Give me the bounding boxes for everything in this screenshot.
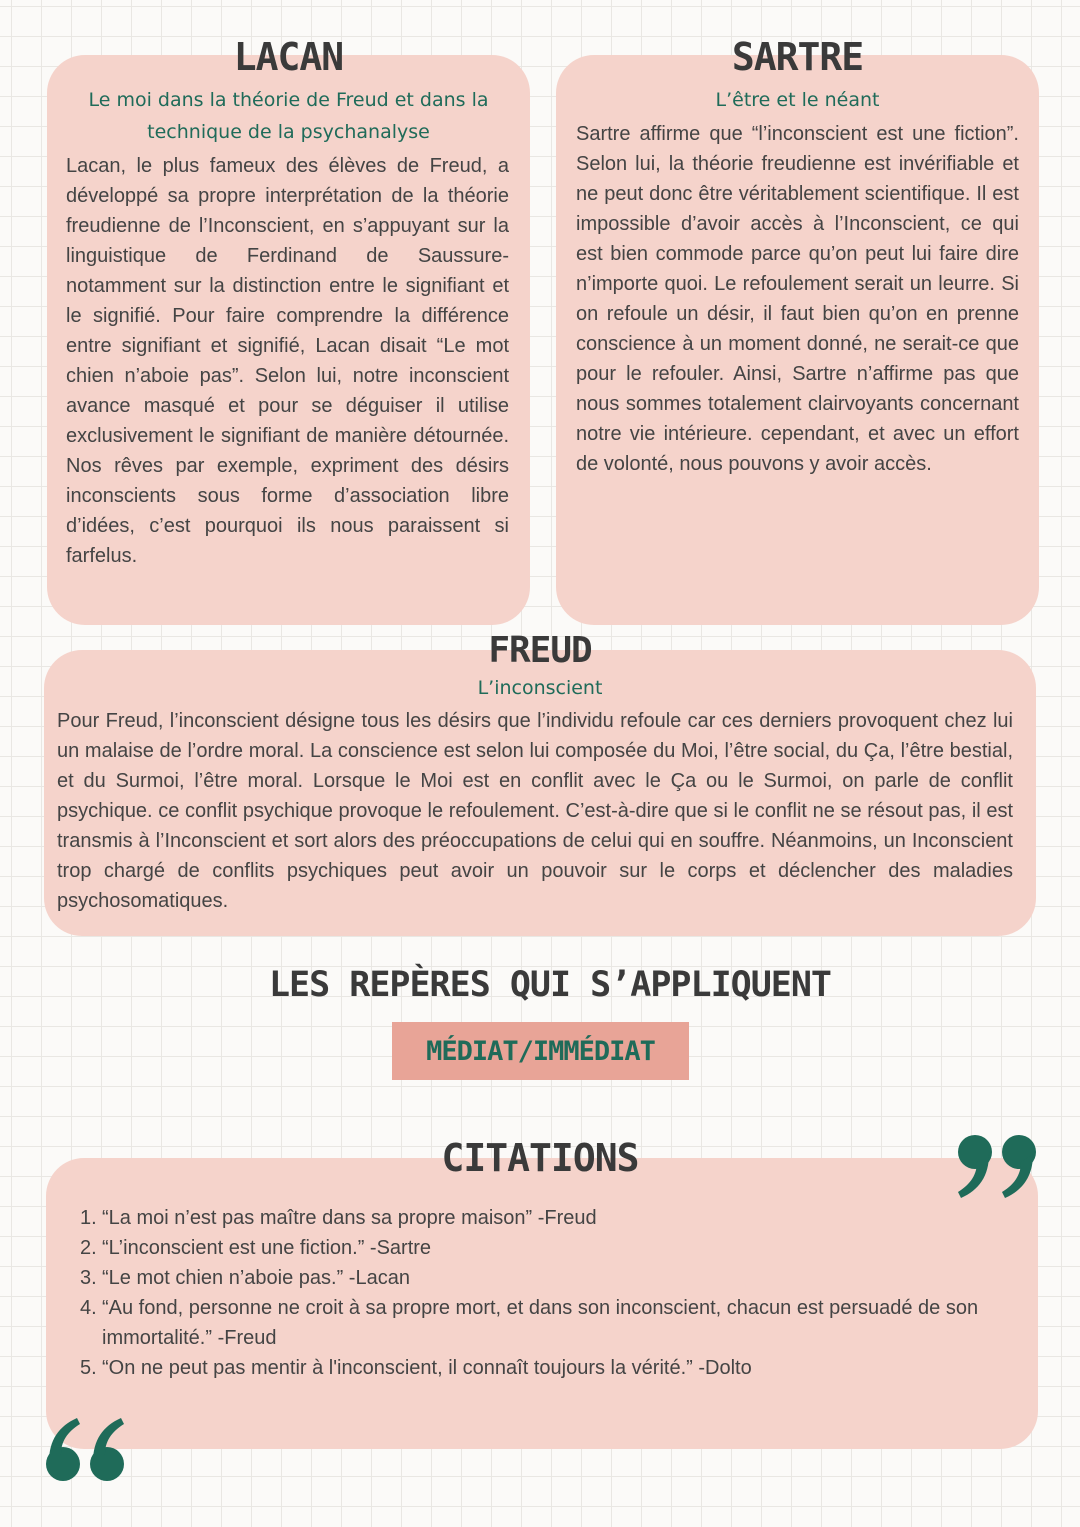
reperes-title: LES REPÈRES QUI S’APPLIQUENT	[268, 965, 831, 1005]
freud-body: Pour Freud, l’inconscient désigne tous les désirs que l’individu refoule car ces derniers provoquent chez lui un malaise de l’ordre moral. La conscience est selon lui composée du Moi, l’être social, du Ça, l’être bestial, et du Surmoi, l’être moral. Lorsque le Moi est en conflit avec le Ça ou le Surmoi, on parle de conflit psychique. ce conflit psychique provoque le refoulement. C’est-à-dire que si le conflit ne se résout pas, il est transmis à l’Inconscient et sort alors des préoccupations de celui qui en souffre. Néanmoins, un Inconscient trop chargé de conflits psychiques peut avoir un pouvoir sur le corps et déclencher des maladies psychosomatiques.	[57, 710, 1013, 912]
sartre-subtitle: L’être et le néant	[715, 89, 880, 111]
lacan-subtitle-line2: technique de la psychanalyse	[147, 121, 430, 143]
lacan-subtitle-line1: Le moi dans la théorie de Freud et dans la	[88, 89, 489, 111]
sartre-title: SARTRE	[731, 35, 864, 79]
citation-number: 5.	[80, 1357, 97, 1379]
citation-item	[80, 1263, 1025, 1293]
freud-title: FREUD	[488, 630, 592, 671]
citations-list	[80, 1203, 1025, 1383]
citation-text: “On ne peut pas mentir à l'inconscient, il connaît toujours la vérité.” -Dolto	[102, 1357, 752, 1379]
lacan-title: LACAN	[233, 35, 344, 79]
citation-text: “Le mot chien n’aboie pas.” -Lacan	[102, 1267, 410, 1289]
citation-number: 4.	[80, 1297, 97, 1319]
repere-label: MÉDIAT/IMMÉDIAT	[426, 1035, 655, 1067]
citation-item	[80, 1203, 1025, 1233]
lacan-subtitle	[47, 84, 530, 148]
citation-item	[80, 1233, 1025, 1263]
lacan-body: Lacan, le plus fameux des élèves de Freud, a développé sa propre interprétation de la théorie freudienne de l’Inconscient, en s’appuyant sur la linguistique de Ferdinand de Saussure- notamment sur la distinction entre le signifiant et le signifié. Pour faire comprendre la différence entre signifiant et signifié, Lacan disait “Le mot chien n’aboie pas”. Selon lui, notre inconscient avance masqué et pour se déguiser il utilise exclusivement le signifiant de manière détournée. Nos rêves par exemple, expriment des désirs inconscients sous forme d’association libre d’idées, c’est pourquoi ils nous paraissent si farfelus.	[66, 155, 509, 567]
citation-item	[80, 1293, 1025, 1353]
citation-number: 2.	[80, 1237, 97, 1259]
repere-badge	[392, 1022, 689, 1080]
citation-number: 3.	[80, 1267, 97, 1289]
opening-quote-icon	[38, 1414, 128, 1484]
citation-item	[80, 1353, 1025, 1383]
citation-text: “L’inconscient est une fiction.” -Sartre	[102, 1237, 432, 1259]
sartre-body: Sartre affirme que “l’inconscient est une fiction”. Selon lui, la théorie freudienne est invérifiable et ne peut donc être véritablement scientifique. Il est impossible d’avoir accès à l’Inconscient, ce qui est bien commode parce qu’on peut lui faire dire n’importe quoi. Le refoulement serait un leurre. Si on refoule un désir, il faut bien qu’on en prenne conscience à un moment donné, ne serait-ce que pour le refouler. Ainsi, Sartre n’affirme pas que nous sommes totalement clairvoyants concernant notre vie intérieure. cependant, et avec un effort de volonté, nous pouvons y avoir accès.	[576, 123, 1019, 475]
citation-text: “La moi n’est pas maître dans sa propre maison” -Freud	[102, 1207, 597, 1229]
citation-number: 1.	[80, 1207, 97, 1229]
citation-text: “Au fond, personne ne croit à sa propre mort, et dans son inconscient, chacun est persuadé de son immortalité.” -Freud	[102, 1297, 979, 1349]
freud-subtitle: L’inconscient	[477, 677, 603, 699]
citations-title: CITATIONS	[441, 1136, 639, 1180]
closing-quote-icon	[955, 1132, 1043, 1202]
